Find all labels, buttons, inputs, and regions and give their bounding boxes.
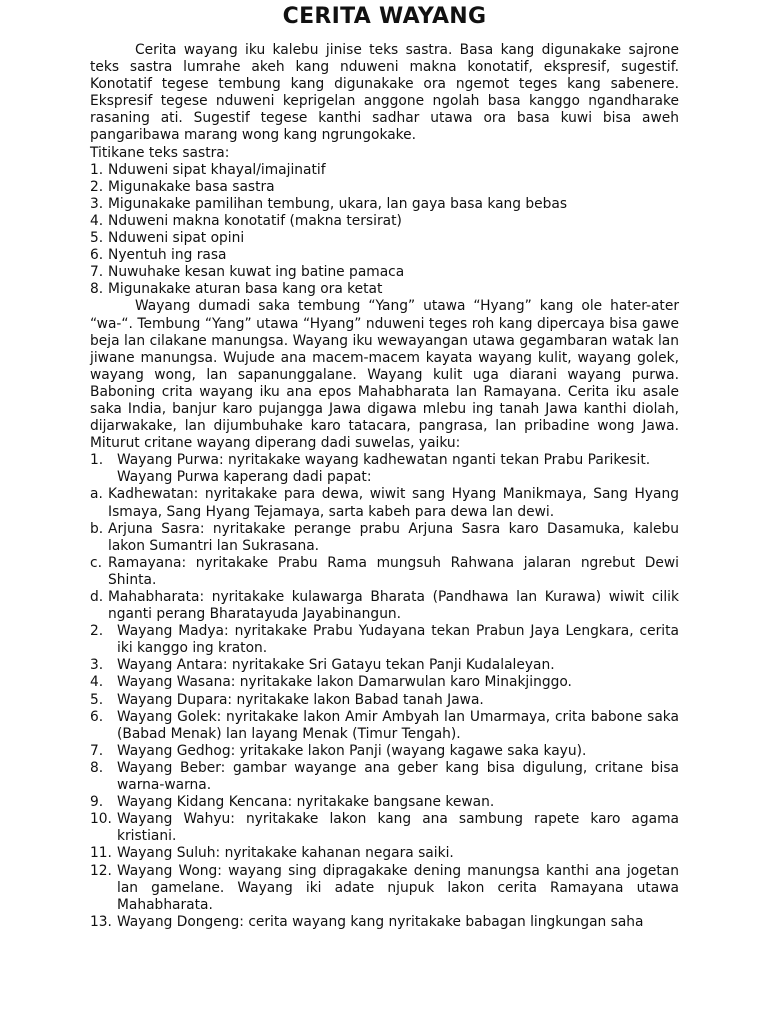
list-item: 7. Nuwuhake kesan kuwat ing batine pamaca xyxy=(90,264,405,281)
list-item: 13. Wayang Dongeng: cerita wayang kang nyritakake babagan lingkungan saha xyxy=(90,913,644,930)
wayang-paragraph: Wayang dumadi saka tembung “Yang” utawa “Hyang” kang ole hater-ater “wa-“. Tembung “Yang” utawa “Hyang” nduweni teges roh kang dipercaya bisa gawe beja lan cilakane manungsa. Wayang iku wewayangan utawa gegambaran watak lan jiwane manungsa. Wujude ana macem-macem kayata wayang kulit, wayang golek, wayang wong, lan sapanunggalane. Wayang kulit uga diarani wayang purwa. Baboning crita wayang iku ana epos Mahabharata lan Ramayana. Cerita iku asale saka India, banjur karo pujangga Jawa digawa mlebu ing tanah Jawa kanthi diolah, dijarwakake, lan dijumbuhake karo tatacara, pangrasa, lan pribadine wong Jawa. Miturut critane wayang diperang dadi suwelas, yaiku: xyxy=(90,298,679,452)
list-item: 5. Nduweni sipat opini xyxy=(90,230,245,247)
list-item: 5. Wayang Dupara: nyritakake lakon Babad tanah Jawa. xyxy=(90,691,484,708)
sub-list-item: d. Mahabharata: nyritakake kulawarga Bharata (Pandhawa lan Kurawa) wiwit cilik nganti perang Bharatayuda Jayabinangun. xyxy=(90,589,679,623)
intro-paragraph: Cerita wayang iku kalebu jinise teks sastra. Basa kang digunakake sajrone teks sastra lumrahe akeh kang nduweni makna konotatif, ekspresif, sugestif. Konotatif tegese tembung kang digunakake ora ngemot teges kang sabenere. Ekspresif tegese nduweni keprigelan anggone ngolah basa kanggo ngandharake rasaning ati. Sugestif tegese kanthi sadhar utawa ora basa kuwi bisa aweh pangaribawa marang wong kang ngrungokake. xyxy=(90,42,679,144)
list-item: 4. Wayang Wasana: nyritakake lakon Damarwulan karo Minakjinggo. xyxy=(90,674,572,691)
sub-list-item: b. Arjuna Sasra: nyritakake perange prabu Arjuna Sasra karo Dasamuka, kalebu lakon Sumantri lan Sukrasana. xyxy=(90,520,679,554)
list-item: 8. Migunakake aturan basa kang ora ketat xyxy=(90,281,383,298)
document-body xyxy=(90,42,679,931)
list-item: 3. Wayang Antara: nyritakake Sri Gatayu tekan Panji Kudalaleyan. xyxy=(90,657,555,674)
list-item: 6. Nyentuh ing rasa xyxy=(90,247,227,264)
list-item: 1. Wayang Purwa: nyritakake wayang kadhewatan nganti tekan Prabu Parikesit. Wayang Purwa kaperang dadi papat: xyxy=(90,452,651,486)
list-item: 4. Nduweni makna konotatif (makna tersirat) xyxy=(90,212,402,229)
sub-list-item: c. Ramayana: nyritakake Prabu Rama mungsuh Rahwana jalaran ngrebut Dewi Shinta. xyxy=(90,554,679,588)
list-item: 6. Wayang Golek: nyritakake lakon Amir Ambyah lan Umarmaya, crita babone saka (Babad Menak) lan layang Menak (Timur Tengah). xyxy=(90,708,679,742)
list-item: 7. Wayang Gedhog: yritakake lakon Panji (wayang kagawe saka kayu). xyxy=(90,742,587,759)
page-title: CERITA WAYANG xyxy=(282,4,487,29)
list-item: 8. Wayang Beber: gambar wayange ana geber kang bisa digulung, critane bisa warna-warna. xyxy=(90,759,679,794)
list-item: 11. Wayang Suluh: nyritakake kahanan negara saiki. xyxy=(90,845,454,862)
sub-list-item: a. Kadhewatan: nyritakake para dewa, wiwit sang Hyang Manikmaya, Sang Hyang Ismaya, Sang Hyang Tejamaya, sarta kabeh para dewa lan dewi. xyxy=(90,486,679,520)
list-item: 2. Migunakake basa sastra xyxy=(90,178,275,195)
list-item: 9. Wayang Kidang Kencana: nyritakake bangsane kewan. xyxy=(90,794,495,811)
ciri-heading: Titikane teks sastra: xyxy=(90,144,230,161)
list-item: 3. Migunakake pamilihan tembung, ukara, lan gaya basa kang bebas xyxy=(90,195,568,212)
list-item: 2. Wayang Madya: nyritakake Prabu Yudayana tekan Prabun Jaya Lengkara, cerita iki kanggo ing kraton. xyxy=(90,623,679,657)
list-item: 10. Wayang Wahyu: nyritakake lakon kang ana sambung rapete karo agama kristiani. xyxy=(90,811,679,845)
list-item: 12. Wayang Wong: wayang sing dipragakake dening manungsa kanthi ana jogetan lan gamelane. Wayang iki adate njupuk lakon cerita Ramayana utawa Mahabharata. xyxy=(90,862,679,913)
list-item: 1. Nduweni sipat khayal/imajinatif xyxy=(90,161,326,178)
